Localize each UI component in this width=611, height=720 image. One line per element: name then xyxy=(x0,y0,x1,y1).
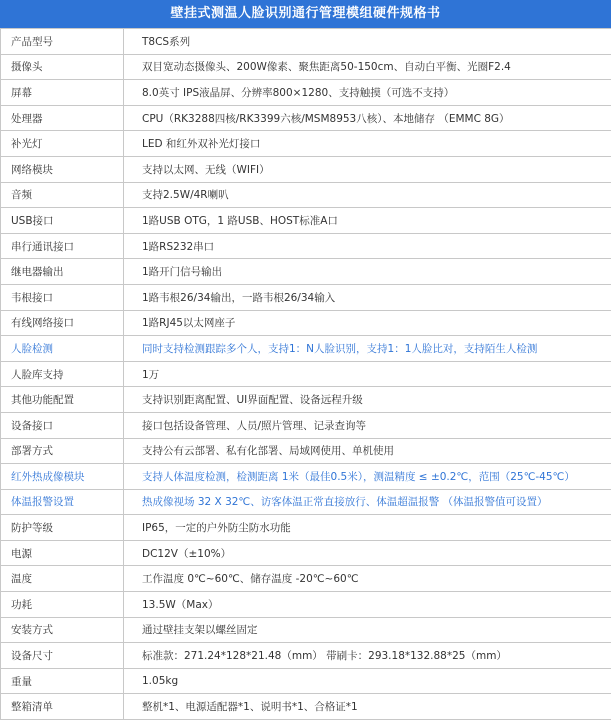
table-row xyxy=(1,336,611,362)
table-row xyxy=(1,438,611,464)
spec-value: 支持以太网、无线（WIFI） xyxy=(124,156,611,182)
spec-value: 热成像视场 32 X 32℃、访客体温正常直接放行、体温超温报警 （体温报警值可设置） xyxy=(124,489,611,515)
spec-label: 补光灯 xyxy=(1,131,124,157)
table-row xyxy=(1,284,611,310)
table-row xyxy=(1,182,611,208)
spec-label: 温度 xyxy=(1,566,124,592)
spec-value: 1路RS232串口 xyxy=(124,233,611,259)
spec-label: 处理器 xyxy=(1,105,124,131)
table-row xyxy=(1,489,611,515)
spec-label: 功耗 xyxy=(1,592,124,618)
spec-value: 1万 xyxy=(124,361,611,387)
spec-value: 支持识别距离配置、UI界面配置、设备远程升级 xyxy=(124,387,611,413)
spec-value: 接口包括设备管理、人员/照片管理、记录查询等 xyxy=(124,412,611,438)
spec-value: 8.0英寸 IPS液晶屏、分辨率800×1280、支持触摸（可选不支持） xyxy=(124,80,611,106)
spec-value: T8CS系列 xyxy=(124,29,611,55)
spec-label: 其他功能配置 xyxy=(1,387,124,413)
spec-value: 13.5W（Max） xyxy=(124,592,611,618)
spec-label: 有线网络接口 xyxy=(1,310,124,336)
spec-value: 支持公有云部署、私有化部署、局域网使用、单机使用 xyxy=(124,438,611,464)
spec-value: 标准款：271.24*128*21.48（mm） 带刷卡：293.18*132.88*25（mm） xyxy=(124,643,611,669)
spec-label: 红外热成像模块 xyxy=(1,464,124,490)
spec-value: CPU（RK3288四核/RK3399六核/MSM8953八核）、本地储存 （EMMC 8G） xyxy=(124,105,611,131)
spec-label: 电源 xyxy=(1,540,124,566)
table-row xyxy=(1,233,611,259)
table-row xyxy=(1,464,611,490)
spec-label: 体温报警设置 xyxy=(1,489,124,515)
spec-table-body xyxy=(1,29,611,720)
spec-label: 产品型号 xyxy=(1,29,124,55)
table-row xyxy=(1,643,611,669)
spec-sheet-title: 壁挂式测温人脸识别通行管理模组硬件规格书 xyxy=(0,0,611,28)
table-row xyxy=(1,208,611,234)
table-row xyxy=(1,540,611,566)
spec-value: 支持2.5W/4R喇叭 xyxy=(124,182,611,208)
table-row xyxy=(1,156,611,182)
spec-label: 设备接口 xyxy=(1,412,124,438)
spec-value: DC12V（±10%） xyxy=(124,540,611,566)
spec-label: USB接口 xyxy=(1,208,124,234)
spec-value: 1路USB OTG，1 路USB、HOST标准A口 xyxy=(124,208,611,234)
spec-value: 支持人体温度检测，检测距离 1米（最佳0.5米），测温精度 ≤ ±0.2℃，范围（25℃-45℃） xyxy=(124,464,611,490)
spec-value: IP65，一定的户外防尘防水功能 xyxy=(124,515,611,541)
table-row xyxy=(1,668,611,694)
spec-label: 音频 xyxy=(1,182,124,208)
spec-label: 摄像头 xyxy=(1,54,124,80)
spec-label: 设备尺寸 xyxy=(1,643,124,669)
spec-value: 工作温度 0℃~60℃、储存温度 -20℃~60℃ xyxy=(124,566,611,592)
spec-value: 1.05kg xyxy=(124,668,611,694)
table-row xyxy=(1,29,611,55)
spec-value: 通过壁挂支架以螺丝固定 xyxy=(124,617,611,643)
spec-label: 安装方式 xyxy=(1,617,124,643)
spec-value: 1路RJ45以太网座子 xyxy=(124,310,611,336)
table-row xyxy=(1,566,611,592)
table-row xyxy=(1,617,611,643)
spec-value: 1路韦根26/34输出，一路韦根26/34输入 xyxy=(124,284,611,310)
table-row xyxy=(1,259,611,285)
spec-label: 网络模块 xyxy=(1,156,124,182)
spec-value: 双目宽动态摄像头、200W像素、聚焦距离50-150cm、自动白平衡、光圈F2.4 xyxy=(124,54,611,80)
table-row xyxy=(1,592,611,618)
spec-label: 继电器输出 xyxy=(1,259,124,285)
spec-label: 人脸检测 xyxy=(1,336,124,362)
spec-label: 防护等级 xyxy=(1,515,124,541)
spec-value: LED 和红外双补光灯接口 xyxy=(124,131,611,157)
table-row xyxy=(1,54,611,80)
table-row xyxy=(1,361,611,387)
table-row xyxy=(1,80,611,106)
spec-value: 同时支持检测跟踪多个人，支持1：N人脸识别，支持1：1人脸比对，支持陌生人检测 xyxy=(124,336,611,362)
table-row xyxy=(1,131,611,157)
spec-value: 整机*1、电源适配器*1、说明书*1、合格证*1 xyxy=(124,694,611,720)
table-row xyxy=(1,310,611,336)
spec-label: 韦根接口 xyxy=(1,284,124,310)
table-row xyxy=(1,412,611,438)
table-row xyxy=(1,515,611,541)
table-row xyxy=(1,694,611,720)
spec-label: 部署方式 xyxy=(1,438,124,464)
spec-label: 人脸库支持 xyxy=(1,361,124,387)
table-row xyxy=(1,105,611,131)
table-row xyxy=(1,387,611,413)
spec-label: 串行通讯接口 xyxy=(1,233,124,259)
spec-label: 重量 xyxy=(1,668,124,694)
spec-table xyxy=(0,28,611,720)
spec-label: 屏幕 xyxy=(1,80,124,106)
spec-value: 1路开门信号输出 xyxy=(124,259,611,285)
spec-label: 整箱清单 xyxy=(1,694,124,720)
